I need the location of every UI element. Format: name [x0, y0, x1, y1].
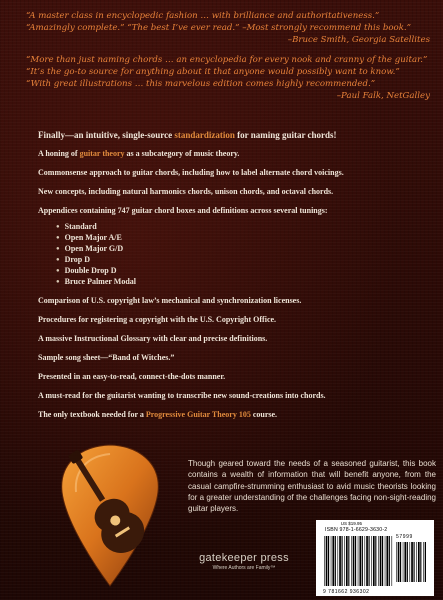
- reviews-block: [26, 10, 436, 102]
- review-quote: “Amazingly complete.” “The best I’ve ever read.” –Most strongly recommend this book.”: [26, 23, 412, 33]
- feature-theory: A honing of guitar theory as a subcategory of music theory.: [38, 149, 240, 158]
- barcode-addon-icon: [396, 542, 426, 582]
- feature-standardization: Finally—an intuitive, single-source standardization for naming guitar chords!: [38, 130, 337, 140]
- feature-presented: Presented in an easy-to-read, connect-the-dots manner.: [38, 372, 226, 381]
- bullet-icon: ●: [56, 279, 60, 285]
- publisher-logo: [184, 552, 304, 571]
- review-quote: “More than just naming chords … an encyclopedia for every nook and cranny of the guitar.”: [26, 55, 428, 65]
- review-attribution: –Bruce Smith, Georgia Satellites: [287, 35, 430, 45]
- review-quote: “With great illustrations … this marvelous edition comes highly recommended.”: [26, 79, 376, 89]
- feature-must-read: A must-read for the guitarist wanting to transcribe new sound-creations into chords.: [38, 391, 326, 400]
- feature-textbook: The only textbook needed for a Progressive Guitar Theory 105 course.: [38, 410, 278, 419]
- review-attribution: –Paul Falk, NetGalley: [336, 91, 430, 101]
- tunings-list: [56, 222, 433, 287]
- bullet-icon: ●: [56, 268, 60, 274]
- feature-list: [38, 130, 433, 429]
- feature-sample: Sample song sheet—“Band of Witches.”: [38, 353, 175, 362]
- addon-digits: 57999: [396, 534, 413, 540]
- isbn-label: ISBN 978-1-6629-3630-2: [325, 527, 388, 533]
- publisher-name: gatekeeper press: [199, 552, 289, 564]
- feature-new-concepts: New concepts, including natural harmonics chords, unison chords, and octaval chords.: [38, 187, 334, 196]
- list-item: ● Drop D: [56, 255, 91, 264]
- ean-digits: 9 781662 936302: [323, 589, 370, 595]
- bullet-icon: ●: [56, 246, 60, 252]
- publisher-tagline: Where Authors are Family™: [212, 565, 276, 571]
- bullet-icon: ●: [56, 235, 60, 241]
- list-item: ● Double Drop D: [56, 266, 117, 275]
- guitar-pick-icon: [58, 442, 162, 588]
- bullet-icon: ●: [56, 257, 60, 263]
- list-item: ● Bruce Palmer Modal: [56, 277, 137, 286]
- list-item: ● Open Major G/D: [56, 244, 124, 253]
- list-item: ● Standard: [56, 222, 97, 231]
- feature-procedures: Procedures for registering a copyright with the U.S. Copyright Office.: [38, 315, 277, 324]
- bullet-icon: ●: [56, 224, 60, 230]
- feature-copyright-law: Comparison of U.S. copyright law’s mechanical and synchronization licenses.: [38, 296, 302, 305]
- feature-appendices: Appendices containing 747 guitar chord boxes and definitions across several tunings:: [38, 206, 328, 215]
- book-summary: Though geared toward the needs of a seasoned guitarist, this book contains a wealth of information that will benefit anyone, from the casual campfire-strumming enthusiast to avid music theorists looking for a greater understanding of the challenges facing non-sight-reading guitar players.: [188, 459, 436, 514]
- guitar-pick-illustration: [58, 442, 162, 588]
- barcode-icon: [324, 536, 394, 586]
- highlight-text: standardization: [174, 130, 235, 140]
- feature-glossary: A massive Instructional Glossary with clear and precise definitions.: [38, 334, 268, 343]
- highlight-text: Progressive Guitar Theory 105: [145, 410, 251, 419]
- barcode-box: [316, 520, 434, 596]
- highlight-text: guitar theory: [79, 149, 125, 158]
- list-item: ● Open Major A/E: [56, 233, 122, 242]
- price-label: US $19.95: [340, 521, 362, 526]
- feature-commonsense: Commonsense approach to guitar chords, including how to label alternate chord voicings.: [38, 168, 344, 177]
- review-quote: “A master class in encyclopedic fashion … with brilliance and authoritativeness.”: [26, 11, 380, 21]
- review-quote: “It’s the go-to source for anything about it that anyone would possibly want to know.”: [26, 67, 400, 77]
